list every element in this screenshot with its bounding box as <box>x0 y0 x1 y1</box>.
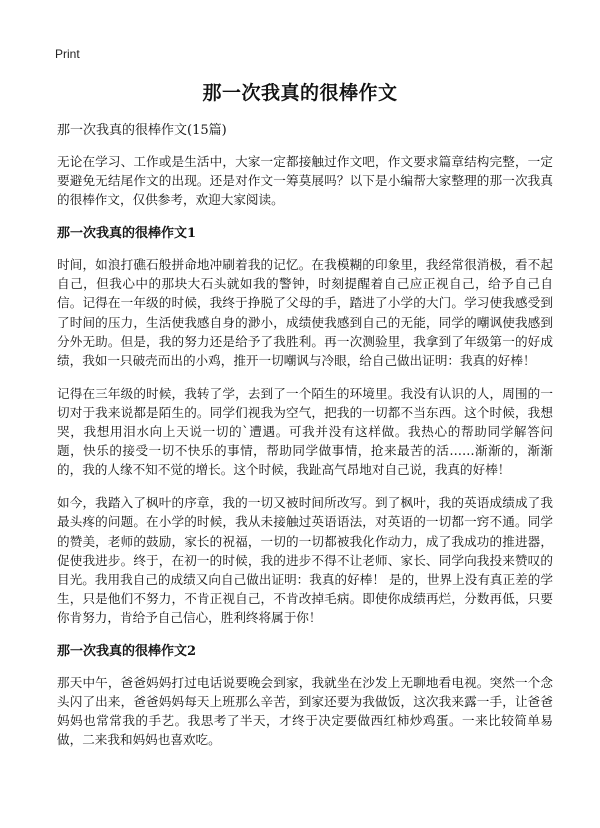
section-1-paragraph-2: 记得在三年级的时候，我转了学，去到了一个陌生的环境里。我没有认识的人，周围的一切对于我来说都是陌生的。同学们视我为空气，把我的一切都不当东西。这个时候，我想哭，我想用泪水向上天说一切的`遭遇。可我并没有这样做。我热心的帮助同学解答问题，快乐的接受一切不快乐的事情，帮助同学做事情，抢来最苦的活……渐渐的，渐渐的，我的人缘不知不觉的增长。这个时候，我趾高气昂地对自己说，我真的好棒！ <box>57 385 553 478</box>
article-subtitle: 那一次我真的很棒作文(15篇) <box>57 123 227 138</box>
section-1-paragraph-1: 时间，如浪打礁石般拼命地冲刷着我的记忆。在我模糊的印象里，我经常很消极，看不起自己，但我心中的那块大石头就如我的警钟，时刻提醒着自己应正视自己，给予自己自信。记得在一年级的时候，我终于挣脱了父母的手，踏进了小学的大门。学习使我感受到了时间的压力，生活使我感自身的渺小，成绩使我感到自己的无能，同学的嘲讽使我感到分外无助。但是，我的努力还是给予了我胜利。再一次测验里，我拿到了年级第一的好成绩，我如一只破壳而出的小鸡，推开一切嘲讽与冷眼，给自己做出证明：我真的好棒！ <box>57 257 553 368</box>
section-2-paragraph-1: 那天中午，爸爸妈妈打过电话说要晚会到家，我就坐在沙发上无聊地看电视。突然一个念头闪了出来，爸爸妈妈每天上班那么辛苦，到家还要为我做饭，这次我来露一手，让爸爸妈妈也常常我的手艺。我思考了半天，才终于决定要做西红柿炒鸡蛋。一来比较简单易做，二来我和妈妈也喜欢吃。 <box>57 674 553 748</box>
print-link[interactable]: Print <box>55 47 80 61</box>
section-heading-2: 那一次我真的很棒作文2 <box>57 643 197 659</box>
page-title: 那一次我真的很棒作文 <box>202 82 398 104</box>
article-body <box>57 122 553 763</box>
section-1-paragraph-3: 如今，我踏入了枫叶的序章，我的一切又被时间所改写。到了枫叶，我的英语成绩成了我最头疼的问题。在小学的时候，我从未接触过英语语法，对英语的一切都一窍不通。同学的赞美，老师的鼓励，家长的祝福，一切的一切都被我化作动力，成了我成功的推进器，促使我进步。终于，在初一的时候，我的进步不得不让老师、家长、同学向我投来赞叹的目光。我用我自己的成绩又向自己做出证明：我真的好棒！ 是的，世界上没有真正差的学生，只是他们不努力，不肯正视自己，不肯改掉毛病。即使你成绩再烂，分数再低，只要你肯努力，肯给予自己信心，胜利终将属于你！ <box>57 495 553 625</box>
intro-paragraph: 无论在学习、工作或是生活中，大家一定都接触过作文吧，作文要求篇章结构完整，一定要避免无结尾作文的出现。还是对作文一筹莫展吗？以下是小编帮大家整理的那一次我真的很棒作文，仅供参考，欢迎大家阅读。 <box>57 154 553 208</box>
section-heading-1: 那一次我真的很棒作文1 <box>57 226 197 242</box>
